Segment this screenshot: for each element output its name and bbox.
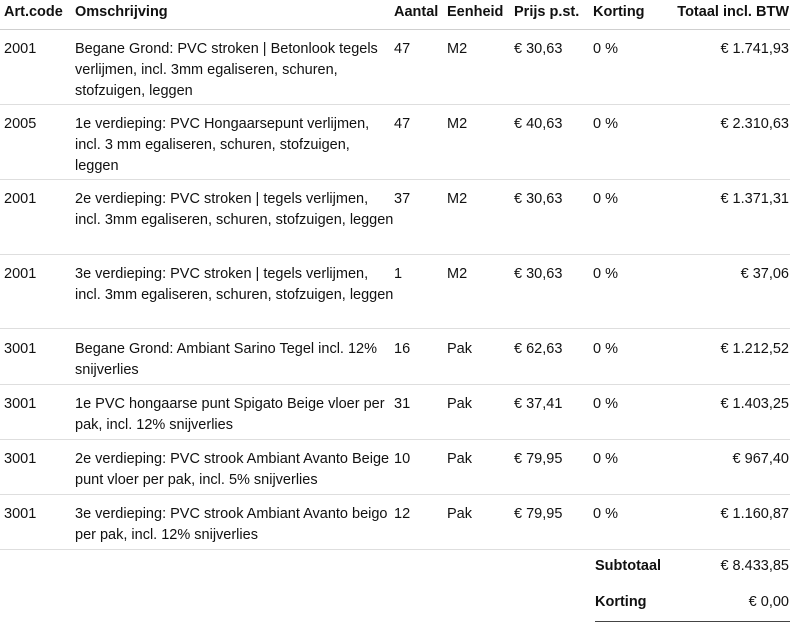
row-divider	[0, 328, 790, 329]
item-code: 3001	[4, 451, 37, 467]
item-code: 2001	[4, 266, 37, 282]
item-quantity: 10	[394, 451, 411, 467]
item-quantity: 31	[394, 396, 411, 412]
item-code: 2001	[4, 41, 37, 57]
item-price: € 37,41	[514, 396, 563, 412]
item-description: 2e verdieping: PVC stroken | tegels verlijmen, incl. 3mm egaliseren, schuren, stofzuigen, leggen	[75, 191, 394, 228]
item-total: € 1.212,52	[720, 341, 789, 357]
item-price: € 30,63	[514, 41, 563, 57]
subtotal-label: Subtotaal	[595, 558, 662, 574]
item-discount: 0 %	[593, 341, 618, 357]
item-code: 2001	[4, 191, 37, 207]
item-description: 3e verdieping: PVC strook Ambiant Avanto beigo per pak, incl. 12% snijverlies	[75, 506, 388, 543]
item-price: € 79,95	[514, 506, 563, 522]
item-total: € 2.310,63	[720, 116, 789, 132]
item-price: € 30,63	[514, 266, 563, 282]
item-unit: M2	[447, 116, 468, 132]
header-unit: Eenheid	[447, 4, 504, 20]
header-divider	[0, 29, 790, 30]
item-unit: Pak	[447, 396, 472, 412]
header-code: Art.code	[4, 4, 63, 20]
item-unit: M2	[447, 191, 468, 207]
item-price: € 40,63	[514, 116, 563, 132]
item-quantity: 47	[394, 41, 411, 57]
item-code: 3001	[4, 506, 37, 522]
item-unit: Pak	[447, 451, 472, 467]
discount-total-value: € 0,00	[748, 594, 789, 610]
subtotal-value: € 8.433,85	[720, 558, 789, 574]
header-price: Prijs p.st.	[514, 4, 580, 20]
item-description: Begane Grond: PVC stroken | Betonlook tegels verlijmen, incl. 3mm egaliseren, schuren, stofzuigen, leggen	[75, 41, 378, 99]
item-discount: 0 %	[593, 116, 618, 132]
item-discount: 0 %	[593, 191, 618, 207]
item-quantity: 37	[394, 191, 411, 207]
row-divider	[0, 384, 790, 385]
item-description: Begane Grond: Ambiant Sarino Tegel incl. 12% snijverlies	[75, 341, 378, 378]
item-total: € 1.160,87	[720, 506, 789, 522]
item-quantity: 1	[394, 266, 403, 282]
row-divider	[0, 104, 790, 105]
item-quantity: 16	[394, 341, 411, 357]
item-total: € 1.371,31	[720, 191, 789, 207]
item-discount: 0 %	[593, 506, 618, 522]
item-discount: 0 %	[593, 266, 618, 282]
header-quantity: Aantal	[394, 4, 439, 20]
discount-total-label: Korting	[595, 594, 647, 610]
row-divider	[0, 494, 790, 495]
row-divider	[0, 439, 790, 440]
item-unit: Pak	[447, 506, 472, 522]
item-total: € 967,40	[732, 451, 789, 467]
item-total: € 37,06	[740, 266, 789, 282]
header-total: Totaal incl. BTW	[677, 4, 789, 20]
item-discount: 0 %	[593, 41, 618, 57]
item-description: 3e verdieping: PVC stroken | tegels verlijmen, incl. 3mm egaliseren, schuren, stofzuigen, leggen	[75, 266, 394, 303]
item-code: 3001	[4, 341, 37, 357]
item-quantity: 47	[394, 116, 411, 132]
item-discount: 0 %	[593, 396, 618, 412]
item-price: € 62,63	[514, 341, 563, 357]
header-description: Omschrijving	[75, 4, 168, 20]
item-description: 1e PVC hongaarse punt Spigato Beige vloer per pak, incl. 12% snijverlies	[75, 396, 385, 433]
row-divider	[0, 179, 790, 180]
row-divider	[0, 549, 790, 550]
item-unit: Pak	[447, 341, 472, 357]
item-code: 3001	[4, 396, 37, 412]
item-description: 1e verdieping: PVC Hongaarsepunt verlijmen, incl. 3 mm egaliseren, schuren, stofzuigen, leggen	[75, 116, 370, 174]
summary-divider	[595, 621, 790, 622]
item-quantity: 12	[394, 506, 411, 522]
row-divider	[0, 254, 790, 255]
item-description: 2e verdieping: PVC strook Ambiant Avanto Beige punt vloer per pak, incl. 5% snijverlies	[75, 451, 390, 488]
item-unit: M2	[447, 41, 468, 57]
item-discount: 0 %	[593, 451, 618, 467]
item-price: € 79,95	[514, 451, 563, 467]
item-total: € 1.741,93	[720, 41, 789, 57]
item-code: 2005	[4, 116, 37, 132]
item-price: € 30,63	[514, 191, 563, 207]
item-total: € 1.403,25	[720, 396, 789, 412]
header-discount: Korting	[593, 4, 645, 20]
item-unit: M2	[447, 266, 468, 282]
